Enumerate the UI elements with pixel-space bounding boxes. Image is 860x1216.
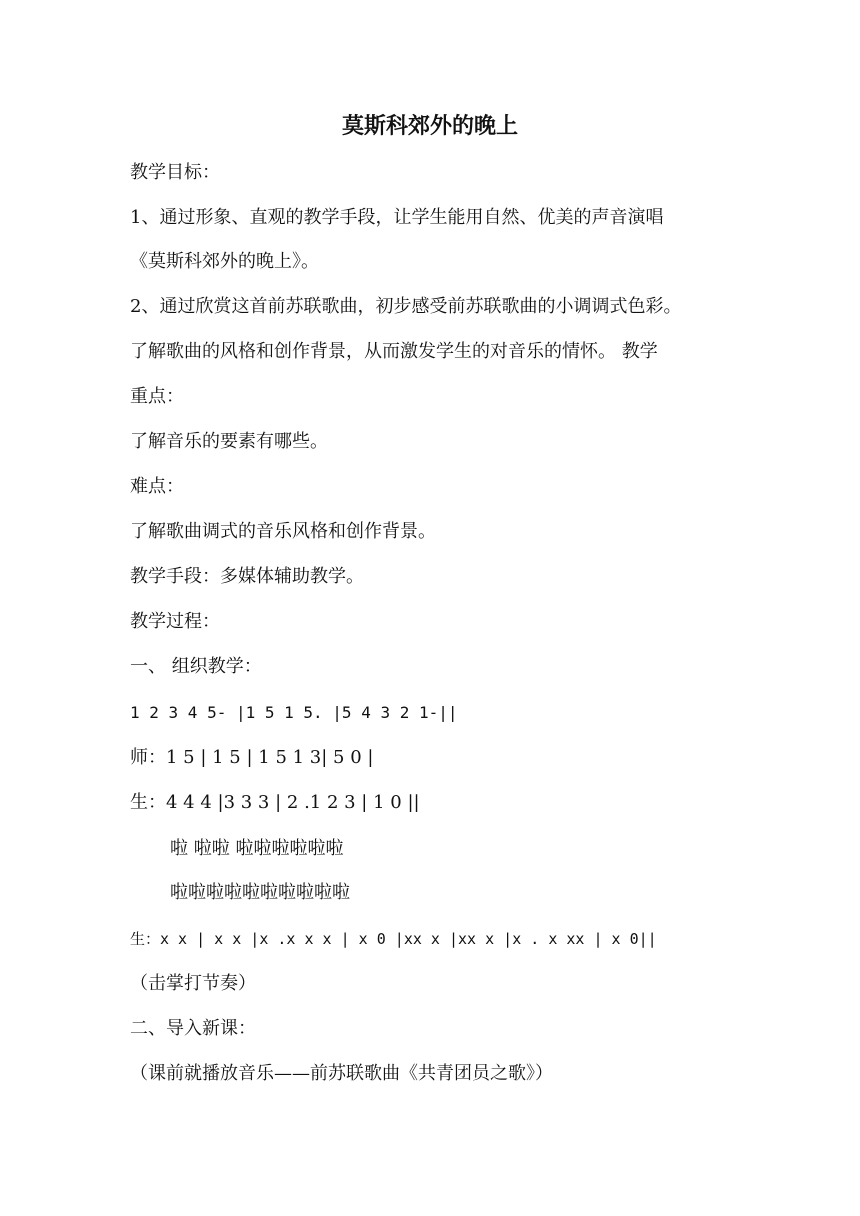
objective-2-line-2: 了解歌曲的风格和创作背景，从而激发学生的对音乐的情怀。 教学	[130, 341, 658, 362]
rhythm-student: 生：x x | x x |x .x x x | x 0 |xx x |xx x |x . x xx | x 0||	[130, 930, 657, 948]
notation-teacher: 师：1 5 | 1 5 | 1 5 1 3| 5 0 |	[130, 747, 374, 768]
document-title: 莫斯科郊外的晚上	[341, 114, 518, 139]
lyrics-line-1: 啦 啦啦 啦啦啦啦啦啦	[170, 838, 344, 859]
clapping-note: （击掌打节奏）	[130, 973, 256, 994]
step-2-content: （课前就播放音乐——前苏联歌曲《共青团员之歌》）	[130, 1063, 553, 1084]
difficulty-content: 了解歌曲调式的音乐风格和创作背景。	[130, 521, 436, 542]
notation-student-1: 生：4 4 4 |3 3 3 | 2 .1 2 3 | 1 0 ||	[130, 792, 420, 813]
step-2-heading: 二、导入新课：	[130, 1018, 256, 1039]
objective-2-line-1: 2、通过欣赏这首前苏联歌曲，初步感受前苏联歌曲的小调调式色彩。	[130, 296, 682, 317]
lyrics-line-2: 啦啦啦啦啦啦啦啦啦啦	[170, 882, 350, 903]
focus-content: 了解音乐的要素有哪些。	[130, 431, 328, 452]
step-1-heading: 一、 组织教学：	[130, 656, 262, 677]
objective-1-line-1: 1、通过形象、直观的教学手段，让学生能用自然、优美的声音演唱	[130, 207, 664, 228]
focus-heading: 重点：	[130, 386, 184, 407]
section-heading-objectives: 教学目标：	[130, 162, 220, 183]
difficulty-heading: 难点：	[130, 476, 184, 497]
teaching-means: 教学手段：多媒体辅助教学。	[130, 566, 364, 587]
objective-1-line-2: 《莫斯科郊外的晚上》。	[130, 251, 319, 272]
notation-line-1: 1 2 3 4 5- |1 5 1 5. |5 4 3 2 1-||	[130, 703, 458, 722]
process-heading: 教学过程：	[130, 611, 220, 632]
